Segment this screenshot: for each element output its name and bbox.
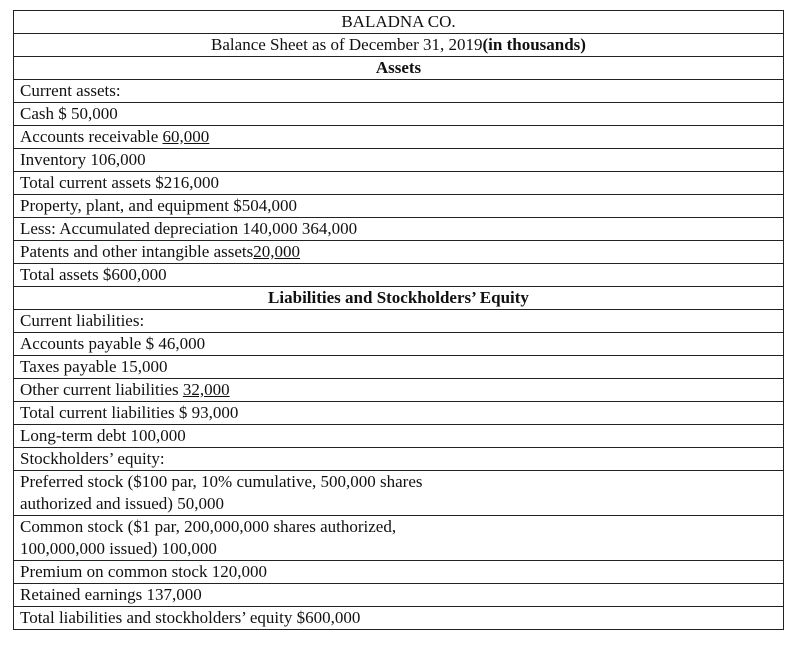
retained-earnings-row: Retained earnings 137,000 xyxy=(14,584,784,607)
common-stock-row-line1: Common stock ($1 par, 200,000,000 shares authorized, xyxy=(14,516,784,539)
current-liabilities-label: Current liabilities: xyxy=(14,310,784,333)
premium-row: Premium on common stock 120,000 xyxy=(14,561,784,584)
subtitle-units: (in thousands) xyxy=(482,35,586,54)
inventory-row: Inventory 106,000 xyxy=(14,149,784,172)
total-assets-row: Total assets $600,000 xyxy=(14,264,784,287)
stockholders-equity-label: Stockholders’ equity: xyxy=(14,448,784,471)
cash-row: Cash $ 50,000 xyxy=(14,103,784,126)
other-liabilities-value: 32,000 xyxy=(182,380,230,399)
long-term-debt-row: Long-term debt 100,000 xyxy=(14,425,784,448)
preferred-stock-row-line2: authorized and issued) 50,000 xyxy=(14,493,784,516)
ar-label: Accounts receivable xyxy=(20,127,163,146)
current-assets-label: Current assets: xyxy=(14,80,784,103)
subtitle-text: Balance Sheet as of December 31, 2019 xyxy=(211,35,483,54)
sheet-subtitle xyxy=(14,34,784,57)
assets-heading: Assets xyxy=(14,57,784,80)
total-current-assets-row: Total current assets $216,000 xyxy=(14,172,784,195)
preferred-stock-row-line1: Preferred stock ($100 par, 10% cumulative, 500,000 shares xyxy=(14,471,784,494)
ppe-row: Property, plant, and equipment $504,000 xyxy=(14,195,784,218)
other-liabilities-label: Other current liabilities xyxy=(20,380,183,399)
taxes-payable-row: Taxes payable 15,000 xyxy=(14,356,784,379)
patents-row xyxy=(14,241,784,264)
common-stock-row-line2: 100,000,000 issued) 100,000 xyxy=(14,538,784,561)
company-name: BALADNA CO. xyxy=(14,11,784,34)
patents-label: Patents and other intangible assets xyxy=(20,242,254,261)
liabilities-heading: Liabilities and Stockholders’ Equity xyxy=(14,287,784,310)
accumulated-depreciation-row: Less: Accumulated depreciation 140,000 364,000 xyxy=(14,218,784,241)
patents-value: 20,000 xyxy=(253,242,300,261)
total-liabilities-equity-row: Total liabilities and stockholders’ equity $600,000 xyxy=(14,607,784,630)
ar-value: 60,000 xyxy=(162,127,210,146)
balance-sheet-table xyxy=(13,10,784,630)
total-current-liabilities-row: Total current liabilities $ 93,000 xyxy=(14,402,784,425)
other-current-liabilities-row xyxy=(14,379,784,402)
accounts-receivable-row xyxy=(14,126,784,149)
accounts-payable-row: Accounts payable $ 46,000 xyxy=(14,333,784,356)
